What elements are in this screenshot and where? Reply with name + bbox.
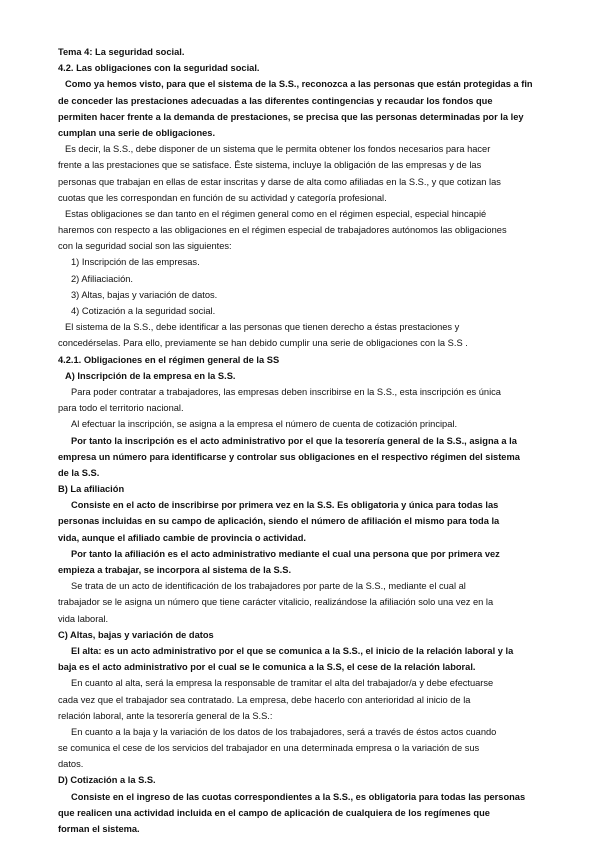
text-line: de conceder las prestaciones adecuadas a las diferentes contingencias y recaudar los fondos que (58, 95, 493, 106)
paragraph-b-3 (58, 578, 544, 627)
document-title: Tema 4: La seguridad social. (58, 47, 185, 57)
text-line: de la S.S. (58, 467, 100, 478)
text-line: forman el sistema. (58, 824, 140, 834)
text-line: Es decir, la S.S., debe disponer de un sistema que le permita obtener los fondos necesarios para hacer (65, 144, 491, 155)
text-line: vida laboral. (58, 613, 109, 624)
text-line: empresa un número para identificarse y controlar sus obligaciones en el respectivo régimen del sistema (58, 451, 520, 462)
subheading-b: B) La afiliación (58, 484, 125, 495)
text-line: Se trata de un acto de identificación de los trabajadores por parte de la S.S., mediante el cual al (71, 581, 466, 592)
list-item: 3) Altas, bajas y variación de datos. (71, 289, 218, 300)
text-line: El sistema de la S.S., debe identificar a las personas que tienen derecho a éstas prestaciones y (65, 322, 460, 333)
paragraph-c-3 (58, 724, 544, 773)
text-line: con la seguridad social son las siguientes: (58, 241, 232, 252)
paragraph-c-1 (58, 643, 544, 675)
obligations-list (58, 254, 544, 319)
text-line: concedérselas. Para ello, previamente se han debido cumplir una serie de obligaciones con la S.S . (58, 338, 468, 349)
paragraph-estas-obligaciones (58, 206, 544, 255)
document-body (58, 44, 544, 837)
text-line: Para poder contratar a trabajadores, las empresas deben inscribirse en la S.S., esta inscripción es única (71, 386, 501, 397)
paragraph-b-1 (58, 497, 544, 546)
subheading-d: D) Cotización a la S.S. (58, 775, 156, 786)
paragraph-a-2: Al efectuar la inscripción, se asigna a la empresa el número de cuenta de cotización principal. (71, 419, 458, 430)
text-line: vida, aunque el afiliado cambie de provincia o actividad. (58, 532, 306, 543)
paragraph-intro (58, 76, 544, 141)
text-line: empieza a trabajar, se incorpora al sistema de la S.S. (58, 565, 292, 575)
paragraph-es-decir (58, 141, 544, 206)
paragraph-sistema (58, 319, 544, 351)
text-line: En cuanto al alta, será la empresa la responsable de tramitar el alta del trabajador/a y debe efectuarse (71, 678, 494, 689)
text-line: permiten hacer frente a la demanda de prestaciones, se precisa que las personas determinadas por la ley (58, 111, 524, 122)
text-line: baja es el acto administrativo por el cual se le comunica a la S.S, el cese de la relación laboral. (58, 662, 476, 673)
text-line: Estas obligaciones se dan tanto en el régimen general como en el régimen especial, especial hincapié (65, 208, 487, 219)
text-line: El alta: es un acto administrativo por el que se comunica a la S.S., el inicio de la relación laboral y la (71, 645, 514, 656)
text-line: para todo el territorio nacional. (58, 403, 184, 414)
section-heading-4-2: 4.2. Las obligaciones con la seguridad social. (58, 63, 260, 74)
text-line: Por tanto la inscripción es el acto administrativo por el que la tesorería general de la S.S., asigna a la (71, 435, 517, 446)
text-line: personas que trabajan en ellas de estar inscritas y darse de alta como afiliadas en la S.S., y que cotizan las (58, 176, 501, 187)
text-line: trabajador se le asigna un número que tiene carácter vitalicio, realizándose la afiliación solo una vez en la (58, 597, 494, 608)
text-line: Por tanto la afiliación es el acto administrativo mediante el cual una persona que por primera vez (71, 548, 500, 559)
paragraph-c-2 (58, 675, 544, 724)
text-line: Consiste en el ingreso de las cuotas correspondientes a la S.S., es obligatoria para todas las personas (71, 791, 526, 802)
paragraph-a-1 (58, 384, 544, 416)
subheading-a: A) Inscripción de la empresa en la S.S. (65, 370, 236, 381)
section-heading-4-2-1: 4.2.1. Obligaciones en el régimen general de la SS (58, 354, 280, 365)
text-line: se comunica el cese de los servicios del trabajador en una determinada empresa o la variación de sus (58, 743, 480, 754)
paragraph-b-2 (58, 546, 544, 578)
paragraph-a-3 (58, 433, 544, 482)
text-line: personas incluidas en su campo de aplicación, siendo el número de afiliación el mismo para toda la (58, 516, 500, 527)
text-line: que realicen una actividad incluida en el campo de aplicación de cualquiera de los regímenes que (58, 807, 490, 818)
list-item: 2) Afiliaciación. (71, 273, 134, 284)
text-line: cumplan una serie de obligaciones. (58, 127, 216, 138)
text-line: cada vez que el trabajador sea contratado. La empresa, debe hacerlo con anterioridad al inicio de la (58, 694, 471, 705)
text-line: frente a las prestaciones que se satisface. Éste sistema, incluye la obligación de las empresas y de las (58, 160, 482, 171)
text-line: haremos con respecto a las obligaciones en el régimen especial de trabajadores autónomos las obligaciones (58, 225, 507, 236)
list-item: 4) Cotización a la seguridad social. (71, 306, 216, 316)
text-line: relación laboral, ante la tesorería general de la S.S.: (58, 710, 273, 721)
subheading-c: C) Altas, bajas y variación de datos (58, 629, 214, 640)
paragraph-d-1 (58, 789, 544, 838)
text-line: En cuanto a la baja y la variación de los datos de los trabajadores, será a través de éstos actos cuando (71, 726, 497, 737)
text-line: Consiste en el acto de inscribirse por primera vez en la S.S. Es obligatoria y única para todas las (71, 500, 499, 511)
list-item: 1) Inscripción de las empresas. (71, 257, 200, 268)
text-line: Como ya hemos visto, para que el sistema de la S.S., reconozca a las personas que están protegidas a fin (65, 79, 533, 90)
text-line: cuotas que les correspondan en función de su actividad y categoría profesional. (58, 192, 387, 203)
text-line: datos. (58, 759, 84, 770)
